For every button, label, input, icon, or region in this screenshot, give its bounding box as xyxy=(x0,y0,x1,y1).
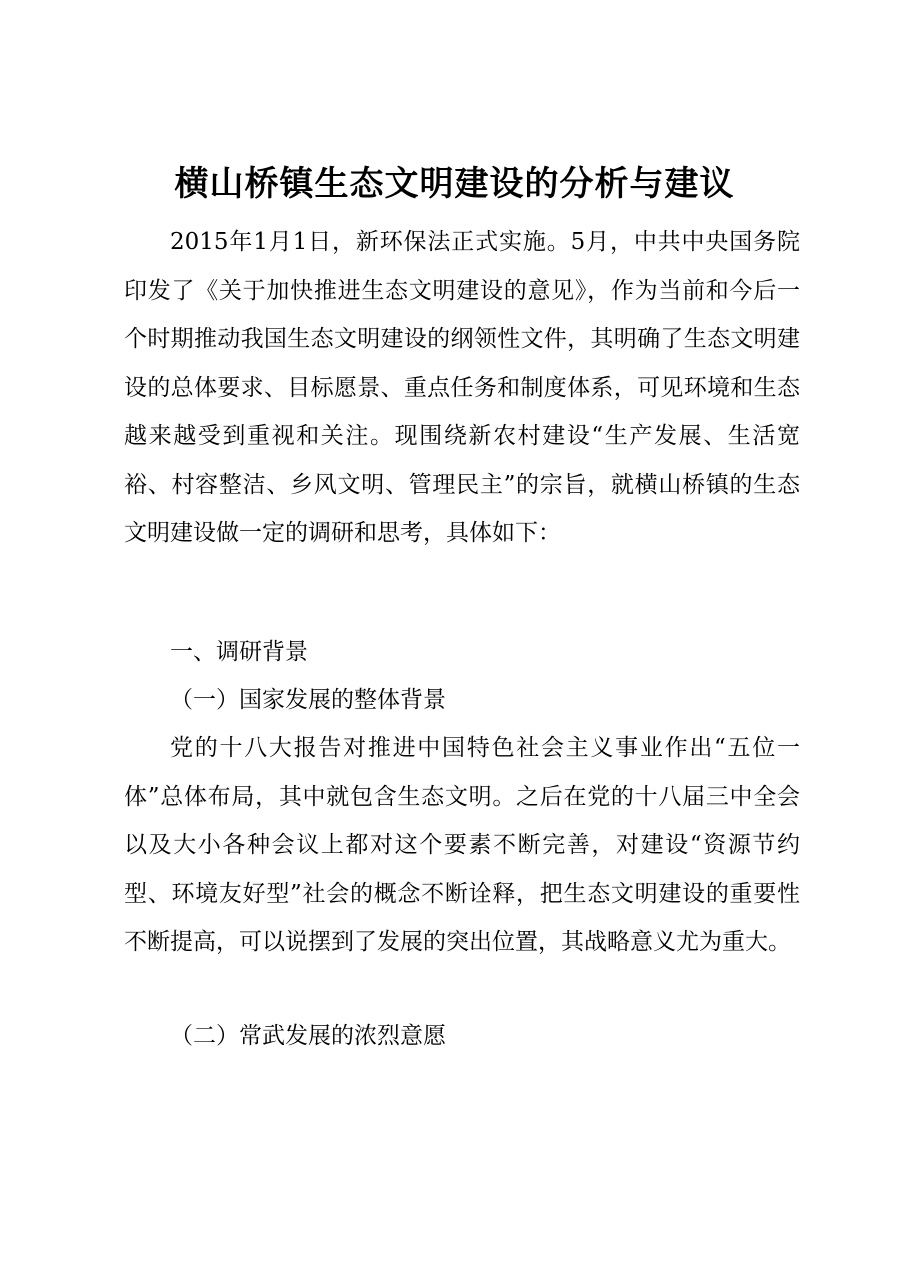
section-1-heading: 一、调研背景 xyxy=(170,639,308,665)
subsection-1-heading-block xyxy=(124,676,800,725)
intro-paragraph-block xyxy=(124,218,800,558)
subsection-1-heading: （一）国家发展的整体背景 xyxy=(170,687,446,713)
subsection-1-paragraph-block xyxy=(124,724,800,967)
subsection-1-paragraph: 党的十八大报告对推进中国特色社会主义事业作出“五位一体”总体布局，其中就包含生态文明。之后在党的十八届三中全会以及大小各种会议上都对这个要素不断完善，对建设“资源节约型、环境友好型”社会的概念不断诠释，把生态文明建设的重要性不断提高，可以说摆到了发展的突出位置，其战略意义尤为重大。 xyxy=(124,735,800,955)
intro-paragraph: 2015年1月1日，新环保法正式实施。5月，中共中央国务院印发了《关于加快推进生态文明建设的意见》，作为当前和今后一个时期推动我国生态文明建设的纲领性文件，其明确了生态文明建设的总体要求、目标愿景、重点任务和制度体系，可见环境和生态越来越受到重视和关注。现围绕新农村建设“生产发展、生活宽裕、村容整洁、乡风文明、管理民主”的宗旨，就横山桥镇的生态文明建设做一定的调研和思考，具体如下： xyxy=(124,229,800,546)
document-title: 横山桥镇生态文明建设的分析与建议 xyxy=(174,164,735,204)
subsection-2-heading: （二）常武发展的浓烈意愿 xyxy=(170,1023,446,1049)
section-1-heading-block xyxy=(124,628,800,677)
subsection-2-heading-block xyxy=(124,1012,800,1061)
